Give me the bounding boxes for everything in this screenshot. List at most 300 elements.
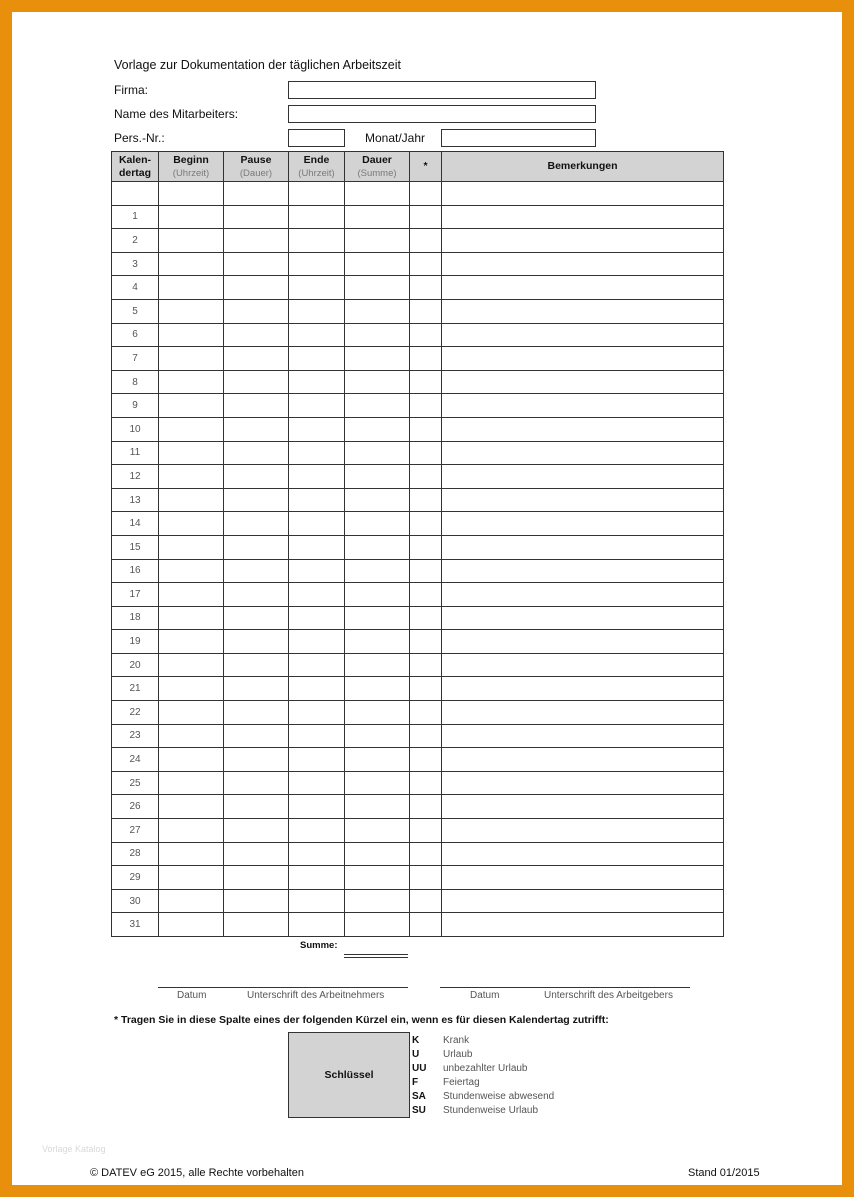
day-number-cell: 28 bbox=[112, 842, 159, 866]
entry-cell[interactable] bbox=[224, 465, 289, 489]
entry-cell[interactable] bbox=[289, 205, 345, 229]
entry-cell[interactable] bbox=[442, 606, 724, 630]
key-item bbox=[412, 1104, 554, 1118]
entry-cell[interactable] bbox=[224, 370, 289, 394]
entry-cell[interactable] bbox=[345, 677, 410, 701]
entry-cell[interactable] bbox=[289, 866, 345, 890]
table-row bbox=[112, 771, 724, 795]
entry-cell[interactable] bbox=[224, 795, 289, 819]
entry-cell[interactable] bbox=[224, 748, 289, 772]
entry-cell[interactable] bbox=[159, 653, 224, 677]
day-number-cell: 15 bbox=[112, 535, 159, 559]
column-header-label: Kalen- dertag bbox=[118, 153, 152, 179]
entry-cell[interactable] bbox=[442, 512, 724, 536]
entry-cell[interactable] bbox=[442, 913, 724, 937]
persnr-field[interactable] bbox=[288, 129, 345, 147]
entry-cell[interactable] bbox=[442, 819, 724, 843]
entry-cell[interactable] bbox=[159, 771, 224, 795]
day-number-cell: 16 bbox=[112, 559, 159, 583]
entry-cell[interactable] bbox=[289, 347, 345, 371]
entry-cell[interactable] bbox=[289, 630, 345, 654]
column-header-sub: (Summe) bbox=[357, 167, 397, 179]
entry-cell[interactable] bbox=[442, 323, 724, 347]
table-row bbox=[112, 417, 724, 441]
key-item bbox=[412, 1048, 554, 1062]
employee-signature-line bbox=[158, 987, 408, 988]
entry-cell[interactable] bbox=[442, 229, 724, 253]
entry-cell[interactable] bbox=[224, 299, 289, 323]
entry-cell[interactable] bbox=[289, 889, 345, 913]
name-field[interactable] bbox=[288, 105, 596, 123]
entry-cell[interactable] bbox=[289, 913, 345, 937]
day-number-cell: 21 bbox=[112, 677, 159, 701]
entry-cell[interactable] bbox=[345, 299, 410, 323]
firma-field[interactable] bbox=[288, 81, 596, 99]
entry-cell[interactable] bbox=[442, 394, 724, 418]
entry-cell[interactable] bbox=[159, 559, 224, 583]
entry-cell[interactable] bbox=[289, 819, 345, 843]
firma-label: Firma: bbox=[114, 83, 148, 97]
entry-cell[interactable] bbox=[159, 252, 224, 276]
day-number-cell: 19 bbox=[112, 630, 159, 654]
key-label-box bbox=[288, 1032, 410, 1118]
day-number-cell: 13 bbox=[112, 488, 159, 512]
entry-cell[interactable] bbox=[159, 606, 224, 630]
entry-cell[interactable] bbox=[442, 630, 724, 654]
entry-cell[interactable] bbox=[410, 819, 442, 843]
day-number-cell: 31 bbox=[112, 913, 159, 937]
entry-cell[interactable] bbox=[410, 559, 442, 583]
entry-cell[interactable] bbox=[224, 229, 289, 253]
entry-cell[interactable] bbox=[410, 299, 442, 323]
entry-cell[interactable] bbox=[410, 276, 442, 300]
entry-cell[interactable] bbox=[289, 606, 345, 630]
entry-cell[interactable] bbox=[345, 229, 410, 253]
entry-cell[interactable] bbox=[410, 347, 442, 371]
key-note: * Tragen Sie in diese Spalte eines der folgenden Kürzel ein, wenn es für diesen Kalendertag zutrifft: bbox=[114, 1014, 609, 1026]
entry-cell[interactable] bbox=[345, 771, 410, 795]
entry-cell[interactable] bbox=[410, 441, 442, 465]
entry-cell[interactable] bbox=[410, 866, 442, 890]
key-code: UU bbox=[412, 1063, 427, 1074]
table-row bbox=[112, 677, 724, 701]
entry-cell[interactable] bbox=[345, 606, 410, 630]
entry-cell[interactable] bbox=[289, 535, 345, 559]
entry-cell[interactable] bbox=[442, 347, 724, 371]
key-label: Schlüssel bbox=[324, 1069, 374, 1081]
table-row bbox=[112, 323, 724, 347]
key-code: SU bbox=[412, 1105, 426, 1116]
entry-cell[interactable] bbox=[345, 583, 410, 607]
entry-cell[interactable] bbox=[289, 795, 345, 819]
entry-cell[interactable] bbox=[410, 512, 442, 536]
entry-cell[interactable] bbox=[410, 323, 442, 347]
entry-cell[interactable] bbox=[224, 724, 289, 748]
entry-cell[interactable] bbox=[224, 488, 289, 512]
entry-cell[interactable] bbox=[289, 229, 345, 253]
entry-cell[interactable] bbox=[410, 630, 442, 654]
entry-cell[interactable] bbox=[410, 488, 442, 512]
entry-cell[interactable] bbox=[410, 583, 442, 607]
entry-cell[interactable] bbox=[159, 795, 224, 819]
footer-copyright: © DATEV eG 2015, alle Rechte vorbehalten bbox=[90, 1167, 304, 1179]
column-header bbox=[345, 152, 410, 182]
entry-cell[interactable] bbox=[345, 559, 410, 583]
entry-cell[interactable] bbox=[224, 417, 289, 441]
entry-cell[interactable] bbox=[410, 229, 442, 253]
entry-cell[interactable] bbox=[345, 842, 410, 866]
table-body bbox=[112, 182, 724, 937]
key-list bbox=[412, 1034, 554, 1118]
persnr-label: Pers.-Nr.: bbox=[114, 131, 165, 145]
monat-label: Monat/Jahr bbox=[365, 131, 426, 145]
entry-cell[interactable] bbox=[410, 889, 442, 913]
day-number-cell: 6 bbox=[112, 323, 159, 347]
table-row bbox=[112, 913, 724, 937]
entry-cell[interactable] bbox=[410, 842, 442, 866]
employer-signature-line bbox=[440, 987, 690, 988]
entry-cell[interactable] bbox=[159, 394, 224, 418]
entry-cell[interactable] bbox=[159, 512, 224, 536]
entry-cell[interactable] bbox=[442, 889, 724, 913]
entry-cell[interactable] bbox=[224, 347, 289, 371]
entry-cell[interactable] bbox=[224, 866, 289, 890]
entry-cell[interactable] bbox=[224, 819, 289, 843]
employee-signature-label: Unterschrift des Arbeitnehmers bbox=[247, 990, 385, 1001]
table-row bbox=[112, 299, 724, 323]
entry-cell[interactable] bbox=[442, 205, 724, 229]
column-header bbox=[289, 152, 345, 182]
column-header bbox=[410, 152, 442, 182]
table-row bbox=[112, 182, 724, 206]
entry-cell[interactable] bbox=[345, 512, 410, 536]
document-title: Vorlage zur Dokumentation der täglichen Arbeitszeit bbox=[114, 58, 401, 72]
column-header bbox=[112, 152, 159, 182]
entry-cell[interactable] bbox=[224, 276, 289, 300]
key-code: SA bbox=[412, 1091, 426, 1102]
entry-cell[interactable] bbox=[159, 819, 224, 843]
entry-cell[interactable] bbox=[289, 394, 345, 418]
entry-cell[interactable] bbox=[224, 559, 289, 583]
entry-cell[interactable] bbox=[159, 701, 224, 725]
entry-cell[interactable] bbox=[442, 370, 724, 394]
day-number-cell: 11 bbox=[112, 441, 159, 465]
entry-cell[interactable] bbox=[224, 441, 289, 465]
day-number-cell bbox=[112, 182, 159, 206]
key-text: Stundenweise abwesend bbox=[443, 1091, 555, 1102]
entry-cell[interactable] bbox=[289, 842, 345, 866]
entry-cell[interactable] bbox=[289, 465, 345, 489]
entry-cell[interactable] bbox=[410, 182, 442, 206]
entry-cell[interactable] bbox=[224, 771, 289, 795]
entry-cell[interactable] bbox=[345, 488, 410, 512]
entry-cell[interactable] bbox=[159, 347, 224, 371]
key-item bbox=[412, 1090, 554, 1104]
entry-cell[interactable] bbox=[345, 889, 410, 913]
key-text: Urlaub bbox=[443, 1049, 473, 1060]
entry-cell[interactable] bbox=[224, 583, 289, 607]
day-number-cell: 30 bbox=[112, 889, 159, 913]
entry-cell[interactable] bbox=[289, 653, 345, 677]
entry-cell[interactable] bbox=[442, 535, 724, 559]
entry-cell[interactable] bbox=[410, 252, 442, 276]
entry-cell[interactable] bbox=[410, 394, 442, 418]
entry-cell[interactable] bbox=[159, 465, 224, 489]
entry-cell[interactable] bbox=[410, 465, 442, 489]
entry-cell[interactable] bbox=[442, 653, 724, 677]
day-number-cell: 18 bbox=[112, 606, 159, 630]
employer-signature-label: Unterschrift des Arbeitgebers bbox=[544, 990, 673, 1001]
entry-cell[interactable] bbox=[345, 182, 410, 206]
entry-cell[interactable] bbox=[442, 701, 724, 725]
day-number-cell: 12 bbox=[112, 465, 159, 489]
entry-cell[interactable] bbox=[410, 748, 442, 772]
entry-cell[interactable] bbox=[345, 701, 410, 725]
key-item bbox=[412, 1034, 554, 1048]
entry-cell[interactable] bbox=[159, 866, 224, 890]
entry-cell[interactable] bbox=[345, 441, 410, 465]
key-text: Krank bbox=[443, 1035, 470, 1046]
entry-cell[interactable] bbox=[224, 512, 289, 536]
entry-cell[interactable] bbox=[159, 205, 224, 229]
entry-cell[interactable] bbox=[224, 630, 289, 654]
column-header-sub: (Uhrzeit) bbox=[172, 167, 210, 179]
entry-cell[interactable] bbox=[289, 441, 345, 465]
entry-cell[interactable] bbox=[410, 771, 442, 795]
entry-cell[interactable] bbox=[159, 889, 224, 913]
entry-cell[interactable] bbox=[159, 299, 224, 323]
entry-cell[interactable] bbox=[289, 182, 345, 206]
day-number-cell: 24 bbox=[112, 748, 159, 772]
entry-cell[interactable] bbox=[224, 535, 289, 559]
entry-cell[interactable] bbox=[159, 677, 224, 701]
entry-cell[interactable] bbox=[289, 677, 345, 701]
entry-cell[interactable] bbox=[410, 795, 442, 819]
entry-cell[interactable] bbox=[289, 583, 345, 607]
entry-cell[interactable] bbox=[410, 913, 442, 937]
entry-cell[interactable] bbox=[410, 677, 442, 701]
entry-cell[interactable] bbox=[159, 630, 224, 654]
entry-cell[interactable] bbox=[289, 370, 345, 394]
table-row bbox=[112, 748, 724, 772]
entry-cell[interactable] bbox=[224, 653, 289, 677]
entry-cell[interactable] bbox=[442, 583, 724, 607]
day-number-cell: 27 bbox=[112, 819, 159, 843]
entry-cell[interactable] bbox=[289, 252, 345, 276]
entry-cell[interactable] bbox=[442, 488, 724, 512]
entry-cell[interactable] bbox=[345, 276, 410, 300]
table-row bbox=[112, 583, 724, 607]
entry-cell[interactable] bbox=[442, 866, 724, 890]
day-number-cell: 3 bbox=[112, 252, 159, 276]
table-header-row bbox=[112, 152, 724, 182]
entry-cell[interactable] bbox=[159, 583, 224, 607]
entry-cell[interactable] bbox=[345, 323, 410, 347]
entry-cell[interactable] bbox=[442, 559, 724, 583]
entry-cell[interactable] bbox=[289, 417, 345, 441]
table-row bbox=[112, 229, 724, 253]
day-number-cell: 4 bbox=[112, 276, 159, 300]
entry-cell[interactable] bbox=[410, 370, 442, 394]
entry-cell[interactable] bbox=[345, 748, 410, 772]
entry-cell[interactable] bbox=[345, 795, 410, 819]
entry-cell[interactable] bbox=[345, 866, 410, 890]
day-number-cell: 7 bbox=[112, 347, 159, 371]
employee-date-label: Datum bbox=[177, 990, 207, 1001]
entry-cell[interactable] bbox=[345, 347, 410, 371]
day-number-cell: 14 bbox=[112, 512, 159, 536]
entry-cell[interactable] bbox=[345, 465, 410, 489]
entry-cell[interactable] bbox=[289, 512, 345, 536]
day-number-cell: 25 bbox=[112, 771, 159, 795]
entry-cell[interactable] bbox=[224, 842, 289, 866]
table-row bbox=[112, 795, 724, 819]
monat-field[interactable] bbox=[441, 129, 596, 147]
entry-cell[interactable] bbox=[224, 205, 289, 229]
column-header bbox=[442, 152, 724, 182]
key-item bbox=[412, 1062, 554, 1076]
entry-cell[interactable] bbox=[224, 701, 289, 725]
entry-cell[interactable] bbox=[159, 913, 224, 937]
entry-cell[interactable] bbox=[345, 370, 410, 394]
column-header-sub: (Dauer) bbox=[239, 167, 273, 179]
entry-cell[interactable] bbox=[224, 677, 289, 701]
table-row bbox=[112, 465, 724, 489]
table-row bbox=[112, 889, 724, 913]
table-row bbox=[112, 347, 724, 371]
entry-cell[interactable] bbox=[289, 323, 345, 347]
entry-cell[interactable] bbox=[159, 441, 224, 465]
entry-cell[interactable] bbox=[345, 417, 410, 441]
entry-cell[interactable] bbox=[442, 677, 724, 701]
entry-cell[interactable] bbox=[442, 842, 724, 866]
column-header-label: Bemerkungen bbox=[547, 160, 618, 172]
entry-cell[interactable] bbox=[345, 724, 410, 748]
day-number-cell: 23 bbox=[112, 724, 159, 748]
table-row bbox=[112, 488, 724, 512]
table-row bbox=[112, 394, 724, 418]
entry-cell[interactable] bbox=[345, 535, 410, 559]
footer-stand: Stand 01/2015 bbox=[688, 1167, 760, 1179]
entry-cell[interactable] bbox=[159, 535, 224, 559]
entry-cell[interactable] bbox=[159, 417, 224, 441]
entry-cell[interactable] bbox=[224, 913, 289, 937]
entry-cell[interactable] bbox=[289, 748, 345, 772]
entry-cell[interactable] bbox=[345, 252, 410, 276]
entry-cell[interactable] bbox=[410, 417, 442, 441]
table-row bbox=[112, 205, 724, 229]
entry-cell[interactable] bbox=[289, 724, 345, 748]
entry-cell[interactable] bbox=[159, 323, 224, 347]
table-row bbox=[112, 535, 724, 559]
entry-cell[interactable] bbox=[410, 205, 442, 229]
name-label: Name des Mitarbeiters: bbox=[114, 107, 239, 121]
entry-cell[interactable] bbox=[289, 559, 345, 583]
entry-cell[interactable] bbox=[442, 252, 724, 276]
entry-cell[interactable] bbox=[224, 323, 289, 347]
entry-cell[interactable] bbox=[345, 819, 410, 843]
entry-cell[interactable] bbox=[442, 182, 724, 206]
entry-cell[interactable] bbox=[224, 889, 289, 913]
watermark-text: Vorlage Katalog bbox=[42, 1144, 106, 1154]
entry-cell[interactable] bbox=[159, 488, 224, 512]
entry-cell[interactable] bbox=[345, 913, 410, 937]
entry-cell[interactable] bbox=[224, 394, 289, 418]
key-code: U bbox=[412, 1049, 420, 1060]
entry-cell[interactable] bbox=[442, 771, 724, 795]
entry-cell[interactable] bbox=[159, 229, 224, 253]
entry-cell[interactable] bbox=[159, 370, 224, 394]
day-number-cell: 1 bbox=[112, 205, 159, 229]
entry-cell[interactable] bbox=[345, 394, 410, 418]
entry-cell[interactable] bbox=[442, 465, 724, 489]
day-number-cell: 22 bbox=[112, 701, 159, 725]
entry-cell[interactable] bbox=[224, 182, 289, 206]
key-code: F bbox=[412, 1077, 419, 1088]
day-number-cell: 5 bbox=[112, 299, 159, 323]
entry-cell[interactable] bbox=[289, 299, 345, 323]
entry-cell[interactable] bbox=[410, 535, 442, 559]
column-header bbox=[224, 152, 289, 182]
entry-cell[interactable] bbox=[345, 630, 410, 654]
column-header-label: Pause bbox=[240, 153, 272, 166]
entry-cell[interactable] bbox=[159, 276, 224, 300]
entry-cell[interactable] bbox=[442, 276, 724, 300]
entry-cell[interactable] bbox=[442, 748, 724, 772]
table-row bbox=[112, 441, 724, 465]
column-header bbox=[159, 152, 224, 182]
entry-cell[interactable] bbox=[442, 299, 724, 323]
table-row bbox=[112, 606, 724, 630]
table-row bbox=[112, 701, 724, 725]
employer-date-label: Datum bbox=[470, 990, 500, 1001]
entry-cell[interactable] bbox=[410, 724, 442, 748]
day-number-cell: 29 bbox=[112, 866, 159, 890]
entry-cell[interactable] bbox=[289, 701, 345, 725]
day-number-cell: 20 bbox=[112, 653, 159, 677]
column-header-label: Beginn bbox=[173, 153, 209, 166]
time-table bbox=[111, 151, 724, 937]
entry-cell[interactable] bbox=[159, 724, 224, 748]
entry-cell[interactable] bbox=[224, 252, 289, 276]
column-header-label: Ende bbox=[303, 153, 330, 166]
entry-cell[interactable] bbox=[410, 606, 442, 630]
entry-cell[interactable] bbox=[345, 653, 410, 677]
entry-cell[interactable] bbox=[289, 771, 345, 795]
entry-cell[interactable] bbox=[410, 653, 442, 677]
entry-cell[interactable] bbox=[159, 182, 224, 206]
entry-cell[interactable] bbox=[224, 606, 289, 630]
entry-cell[interactable] bbox=[410, 701, 442, 725]
column-header-label: Dauer bbox=[362, 153, 392, 166]
table-row bbox=[112, 630, 724, 654]
key-text: Feiertag bbox=[443, 1077, 480, 1088]
entry-cell[interactable] bbox=[442, 417, 724, 441]
table-row bbox=[112, 370, 724, 394]
table-row bbox=[112, 653, 724, 677]
entry-cell[interactable] bbox=[442, 441, 724, 465]
entry-cell[interactable] bbox=[289, 488, 345, 512]
day-number-cell: 26 bbox=[112, 795, 159, 819]
entry-cell[interactable] bbox=[442, 724, 724, 748]
entry-cell[interactable] bbox=[289, 276, 345, 300]
entry-cell[interactable] bbox=[159, 748, 224, 772]
entry-cell[interactable] bbox=[442, 795, 724, 819]
entry-cell[interactable] bbox=[345, 205, 410, 229]
entry-cell[interactable] bbox=[159, 842, 224, 866]
table-row bbox=[112, 512, 724, 536]
day-number-cell: 2 bbox=[112, 229, 159, 253]
